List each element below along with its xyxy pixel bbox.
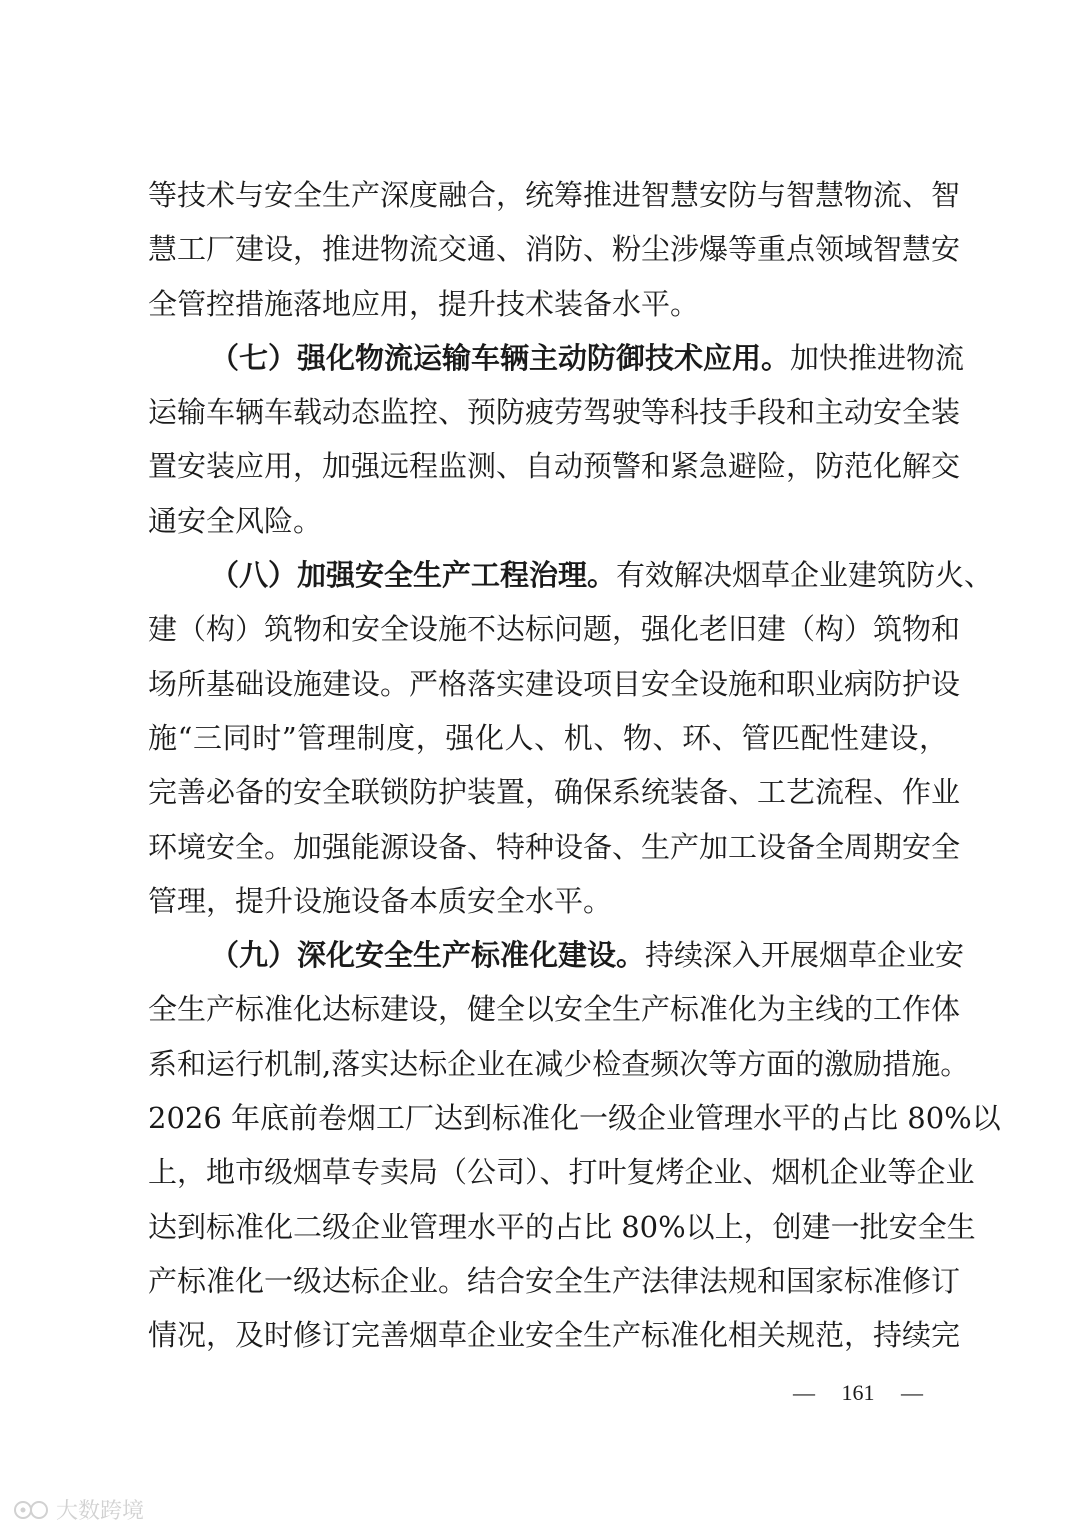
text-line: 建（构）筑物和安全设施不达标问题，强化老旧建（构）筑物和 [148, 612, 961, 647]
watermark [12, 1494, 144, 1525]
body-text [148, 168, 1001, 1363]
logo-icon [12, 1499, 52, 1521]
page-footer [793, 1380, 923, 1406]
text-span: 加快推进物流 [790, 340, 965, 375]
text-line: 情况，及时修订完善烟草企业安全生产标准化相关规范，持续完 [148, 1318, 961, 1353]
text-line: 等技术与安全生产深度融合，统筹推进智慧安防与智慧物流、智 [148, 178, 961, 212]
text-span: 持续深入开展烟草企业安 [645, 938, 965, 973]
text-line: 置安装应用，加强远程监测、自动预警和紧急避险，防范化解交 [148, 449, 961, 484]
text-line: 慧工厂建设，推进物流交通、消防、粉尘涉爆等重点领域智慧安 [148, 232, 961, 267]
text-line: 管理，提升设施设备本质安全水平。 [148, 883, 613, 918]
section-first-line [148, 928, 965, 982]
section-heading-9: （九）深化安全生产标准化建设。 [210, 938, 646, 973]
text-line: 全管控措施落地应用，提升技术装备水平。 [148, 286, 700, 321]
text-line: 系和运行机制,落实达标企业在减少检查频次等方面的激励措施。 [148, 1046, 970, 1081]
watermark-text: 大数跨境 [56, 1499, 145, 1524]
page-number: 161 [841, 1380, 875, 1405]
text-line: 上，地市级烟草专卖局（公司）、打叶复烤企业、烟机企业等企业 [148, 1155, 975, 1190]
footer-dash-right: — [901, 1380, 923, 1405]
text-line: 全生产标准化达标建设，健全以安全生产标准化为主线的工作体 [148, 992, 961, 1027]
section-heading-8: （八）加强安全生产工程治理。 [210, 558, 617, 593]
section-heading-7: （七）强化物流运输车辆主动防御技术应用。 [210, 340, 791, 375]
section-first-line [148, 548, 994, 602]
text-line: 环境安全。加强能源设备、特种设备、生产加工设备全周期安全 [148, 829, 961, 864]
text-line: 场所基础设施建设。严格落实建设项目安全设施和职业病防护设 [148, 666, 961, 701]
text-span: 有效解决烟草企业建筑防火、 [616, 558, 994, 593]
text-line: 完善必备的安全联锁防护装置，确保系统装备、工艺流程、作业 [148, 775, 961, 810]
section-first-line [148, 331, 965, 385]
text-line: 达到标准化二级企业管理水平的占比 80%以上，创建一批安全生 [148, 1209, 976, 1244]
footer-dash-left: — [793, 1380, 815, 1405]
text-line: 通安全风险。 [148, 503, 323, 538]
text-line: 产标准化一级达标企业。结合安全生产法律法规和国家标准修订 [148, 1263, 961, 1298]
text-line: 运输车辆车载动态监控、预防疲劳驾驶等科技手段和主动安全装 [148, 395, 961, 430]
text-line: 2026 年底前卷烟工厂达到标准化一级企业管理水平的占比 80%以 [148, 1101, 1001, 1136]
text-line: 施“三同时”管理制度，强化人、机、物、环、管匹配性建设， [148, 720, 948, 755]
